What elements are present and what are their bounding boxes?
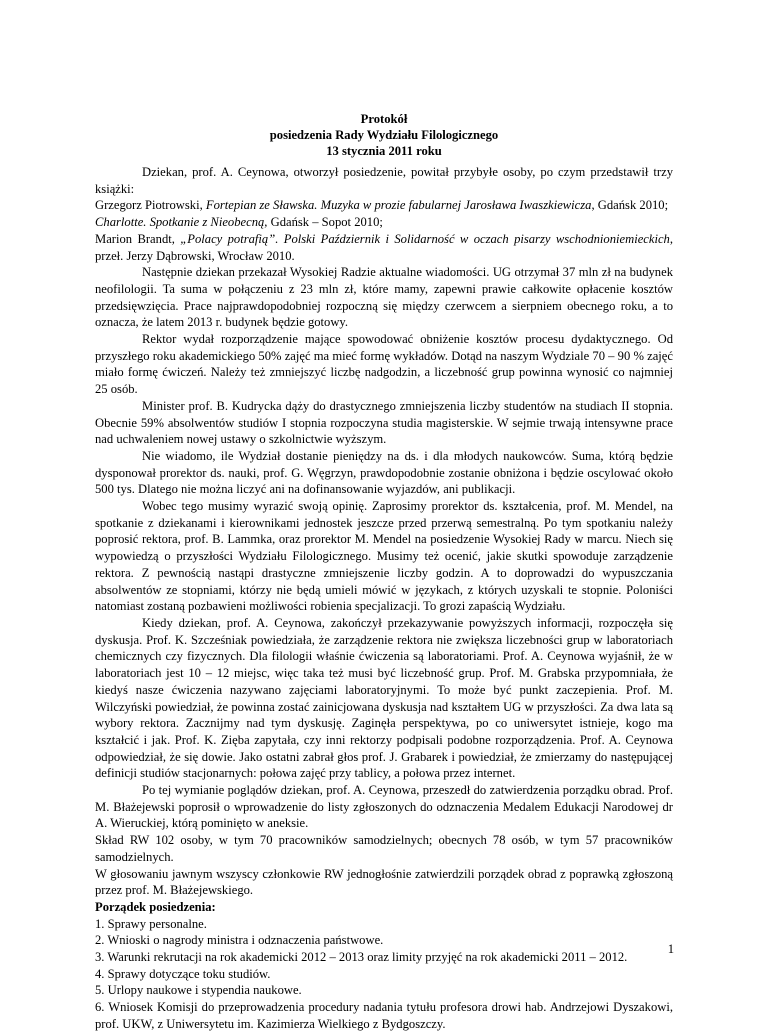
book-1-title: Fortepian ze Sławska. Muzyka w prozie fabularnej Jarosława Iwaszkiewicza: [205, 198, 592, 213]
paragraph-opening: Dziekan, prof. A. Ceynowa, otworzył posiedzenie, powitał przybyłe osoby, po czym przedstawił trzy książki:: [95, 165, 673, 196]
paragraph-opinion: Wobec tego musimy wyrazić swoją opinię. Zaprosimy prorektor ds. kształcenia, prof. M. Mendel, na spotkanie z dziekanami i kierownikami jednostek jeszcze przed przerwą semestralną. Po tym spotkaniu należy poprosić rektora, prof. B. Lammka, oraz prorektor M. Mendel na posiedzenie Wysokiej Rady w marcu. Niech się wypowiedzą o przyszłości Wydziału Filologicznego. Musimy też ocenić, jakie skutki spowoduje zarządzenie rektora. Z pewnością nastąpi drastyczne zmniejszenie liczby godzin. A to doprowadzi do wypuszczania absolwentów ze stopniami, którzy nie będą umieli mówić w językach, z których uzyskali te stopnie. Poloniści natomiast zostaną pozbawieni możliwości robienia specjalizacji. To grozi zapaścią Wydziału.: [95, 499, 673, 614]
paragraph-minister: Minister prof. B. Kudrycka dąży do drastycznego zmniejszenia liczby studentów na studiach II stopnia. Obecnie 59% absolwentów studiów I stopnia rozpoczyna studia magisterskie. W sejmie trwają intensywne prace nad uchwaleniem nowej ustawy o szkolnictwie wyższym.: [95, 398, 673, 447]
paragraph-discussion: Kiedy dziekan, prof. A. Ceynowa, zakończył przekazywanie powyższych informacji, rozpoczęła się dyskusja. Prof. K. Szcześniak powiedziała, że zarządzenie rektora nie zwiększa liczebności grup w laboratoriach chemicznych czy fizycznych. Dla filologii właśnie ćwiczenia są laboratoriami. Prof. A. Ceynowa wyjaśnił, że w laboratoriach jest 10 – 12 miejsc, więc taka też musi być liczebność grup. Prof. M. Grabska przypomniała, że kiedyś nasze ćwiczenia nazywano zajęciami laboratoryjnymi. To może być punkt zaczepienia. Prof. M. Wilczyński powiedział, że powinna zostać zainicjowana dyskusja nad kształtem UG w przyszłości. Za dwa lata są wybory rektora. Zacznijmy nad tym dyskusję. Zaginęła perspektywa, po co uniwersytet istnieje, kogo ma kształcić i jak. Prof. K. Zięba zapytała, czy inni rektorzy podpisali podobne rozporządzenia. Prof. A. Ceynowa odpowiedział, że się dowie. Jako ostatni zabrał głos prof. J. Grabarek i powiedział, że zmierzamy do następującej definicji studiów stacjonarnych: połowa zajęć przy tablicy, a połowa przez internet.: [95, 615, 673, 781]
page-number: 1: [667, 942, 674, 956]
agenda-item: 4. Sprawy dotyczące toku studiów.: [95, 966, 271, 981]
book-3-publication: , przeł. Jerzy Dąbrowski, Wrocław 2010.: [95, 231, 674, 263]
book-3-title: „Polacy potrafią”. Polski Październik i Solidarność w oczach pisarzy wschodnioniemieckich: [180, 231, 670, 246]
book-entry-2: [95, 214, 673, 231]
book-3-author: Marion Brandt,: [95, 231, 181, 246]
document-body: [95, 164, 673, 1033]
paragraph-council-composition: Skład RW 102 osoby, w tym 70 pracowników samodzielnych; obecnych 78 osób, w tym 57 pracowników samodzielnych.: [95, 833, 673, 864]
agenda-item: 6. Wniosek Komisji do przeprowadzenia procedury nadania tytułu profesora drowi hab. Andrzejowi Dyszakowi, prof. UKW, z Uniwersytetu im. Kazimierza Wielkiego z Bydgoszczy.: [95, 1000, 673, 1031]
agenda-item: 1. Sprawy personalne.: [95, 916, 207, 931]
paragraph-agenda-approval: Po tej wymianie poglądów dziekan, prof. A. Ceynowa, przeszedł do zatwierdzenia porządku obrad. Prof. M. Błażejewski poprosił o wprowadzenie do listy zgłoszonych do odznaczenia Medalem Edukacji Narodowej dr A. Wieruckiej, którą pominięto w aneksie.: [95, 783, 673, 831]
book-2-title: Charlotte. Spotkanie z Nieobecną: [95, 215, 265, 230]
title-line-2: posiedzenia Rady Wydziału Filologicznego: [269, 128, 499, 142]
paragraph-vote: W głosowaniu jawnym wszyscy członkowie RW jednogłośnie zatwierdzili porządek obrad z poprawką zgłoszoną przez prof. M. Błażejewskiego.: [95, 866, 673, 898]
book-entry-1: [95, 197, 673, 214]
book-2-publication: , Gdańsk – Sopot 2010;: [264, 215, 383, 230]
agenda-item: 3. Warunki rekrutacji na rok akademicki 2012 – 2013 oraz limity przyjęć na rok akademicki 2011 – 2012.: [95, 950, 628, 965]
book-1-author: Grzegorz Piotrowski,: [95, 198, 206, 213]
book-1-publication: , Gdańsk 2010;: [591, 198, 669, 213]
title-line-3: 13 stycznia 2011 roku: [326, 144, 442, 158]
agenda-item: 2. Wnioski o nagrody ministra i odznaczenia państwowe.: [95, 933, 384, 948]
document-title: [0, 111, 768, 159]
agenda-heading: Porządek posiedzenia:: [95, 899, 216, 914]
paragraph-funding: Nie wiadomo, ile Wydział dostanie pieniędzy na ds. i dla młodych naukowców. Suma, którą będzie dysponował prorektor ds. nauki, prof. G. Węgrzyn, prawdopodobnie zostanie obniżona i będzie oscylować około 500 tys. Dlatego nie można liczyć ani na dofinansowanie wyjazdów, ani publikacji.: [95, 448, 673, 497]
paragraph-news: Następnie dziekan przekazał Wysokiej Radzie aktualne wiadomości. UG otrzymał 37 mln zł na budynek neofilologii. Ta suma w połączeniu z 23 mln zł, które mamy, zapewni prawie całkowite opłacenie kosztów przedsięwzięcia. Prace najprawdopodobniej rozpoczną się między czerwcem a sierpniem obecnego roku, a to oznacza, że latem 2013 r. budynek będzie gotowy.: [95, 265, 673, 330]
agenda-item: 5. Urlopy naukowe i stypendia naukowe.: [95, 983, 302, 998]
paragraph-rector-order: Rektor wydał rozporządzenie mające spowodować obniżenie kosztów procesu dydaktycznego. Od przyszłego roku akademickiego 50% zajęć ma mieć formę wykładów. Dotąd na naszym Wydziale 70 – 90 % zajęć miało formę ćwiczeń. Należy też zmniejszyć liczbę nadgodzin, a liczebność grup powinna wynosić co najmniej 25 osób.: [95, 332, 673, 397]
title-line-1: Protokół: [360, 112, 408, 126]
book-entry-3: [95, 231, 673, 264]
